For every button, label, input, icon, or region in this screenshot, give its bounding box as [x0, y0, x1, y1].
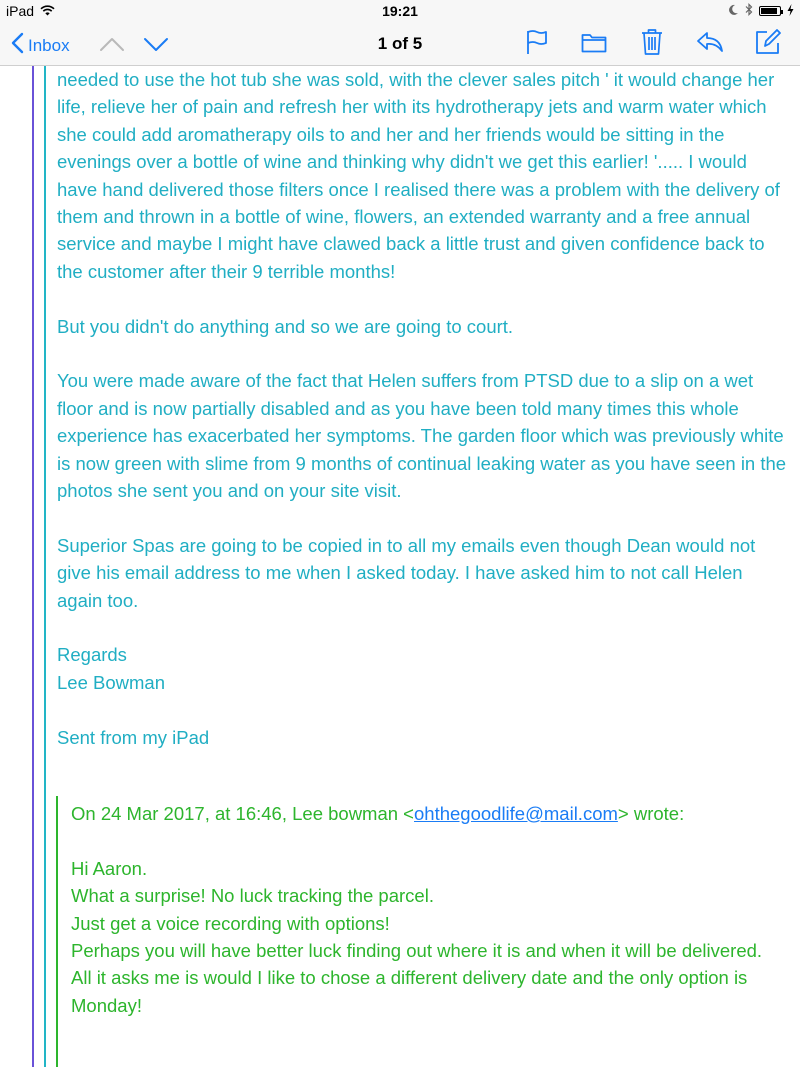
moon-icon	[728, 3, 739, 19]
flag-button[interactable]	[522, 30, 550, 58]
flag-icon	[525, 29, 547, 60]
quoted-line-3: Just get a voice recording with options!	[71, 912, 390, 934]
outer-quote-bar	[32, 66, 34, 1067]
email-paragraph-4: Superior Spas are going to be copied in to all my emails even though Dean would not give his email address to me when I asked today. I have asked him to not call Helen again too.	[57, 534, 756, 611]
charging-icon	[787, 3, 794, 19]
bluetooth-icon	[745, 3, 753, 19]
quoted-header-suffix: > wrote:	[617, 803, 685, 824]
reply-button[interactable]	[696, 30, 724, 58]
quoted-header	[71, 800, 791, 827]
quoted-message	[56, 796, 800, 1067]
email-sent-from: Sent from my iPad	[57, 726, 210, 748]
email-paragraph-2: But you didn't do anything and so we are going to court.	[57, 315, 514, 337]
status-time: 19:21	[382, 3, 418, 19]
quoted-line-5: All it asks me is would I like to chose a different delivery date and the only option is Monday!	[71, 967, 748, 1016]
status-bar	[0, 0, 800, 22]
quoted-line-1: Hi Aaron.	[71, 857, 148, 879]
quoted-message-bar	[56, 796, 58, 1067]
trash-button[interactable]	[638, 30, 666, 58]
email-body-text	[57, 66, 787, 751]
inbox-label: Inbox	[28, 35, 70, 55]
quoted-message-text	[71, 800, 791, 1019]
compose-button[interactable]	[754, 30, 782, 58]
email-signature: Lee Bowman	[57, 671, 165, 693]
battery-icon	[759, 6, 781, 16]
message-position: 1 of 5	[377, 34, 423, 53]
quoted-line-2: What a surprise! No luck tracking the parcel.	[71, 885, 434, 907]
message-actions	[522, 30, 782, 58]
status-right	[728, 3, 794, 19]
email-sign-off: Regards	[57, 644, 127, 666]
move-folder-button[interactable]	[580, 30, 608, 58]
folder-icon	[581, 31, 607, 58]
reply-icon	[696, 31, 724, 58]
sender-email-link[interactable]: ohthegoodlife@mail.com	[414, 803, 618, 824]
trash-icon	[641, 28, 663, 61]
device-label: iPad	[6, 3, 35, 19]
email-paragraph-3: You were made aware of the fact that Helen suffers from PTSD due to a slip on a wet floor and is now partially disabled and as you have been told many times this whole experience has exacerbated her symptoms. The garden floor which was previously white is now green with slime from 9 months of continual leaking water as you have seen in the photos she sent you and on your site visit.	[57, 370, 787, 502]
navigation-bar	[0, 22, 800, 66]
quoted-line-4: Perhaps you will have better luck finding out where it is and when it will be delivered.	[71, 940, 763, 962]
email-paragraph-1: needed to use the hot tub she was sold, with the clever sales pitch ' it would change her life, relieve her of pain and refresh her with its hydrotherapy jets and warm water which she could add aromatherapy oils to and her and her friends would be sitting in the evenings over a bottle of wine and thinking why didn't we get this earlier! '..... I would have hand delivered those filters once I realised there was a problem with the delivery of them and thrown in a bottle of wine, flowers, an extended warranty and a free annual service and maybe I might have clawed back a little trust and given confidence back to the customer after their 9 terrible months!	[57, 69, 780, 282]
message-body[interactable]	[0, 66, 800, 1067]
compose-icon	[755, 29, 781, 60]
inner-quote-bar	[44, 66, 46, 1067]
quoted-header-prefix: On 24 Mar 2017, at 16:46, Lee bowman <	[71, 803, 414, 824]
